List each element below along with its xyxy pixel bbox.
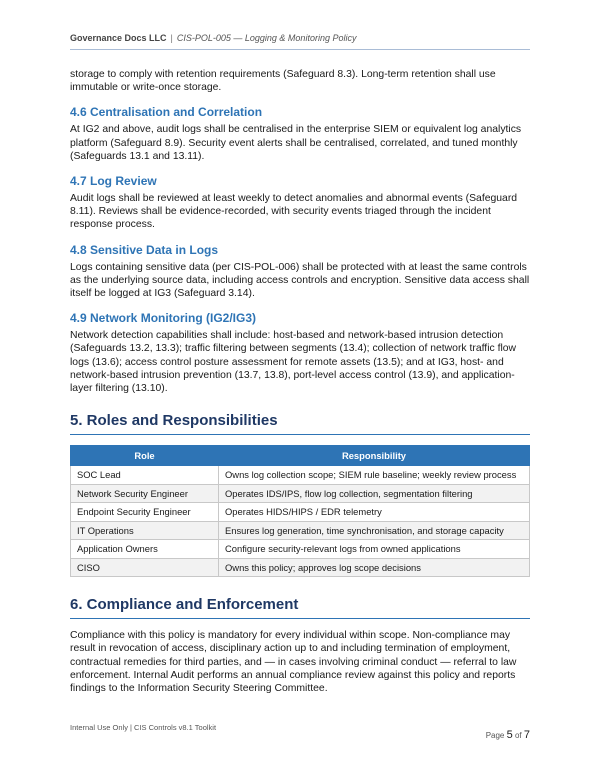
- table-row: [71, 484, 530, 503]
- section-4-9-heading: 4.9 Network Monitoring (IG2/IG3): [70, 311, 257, 326]
- table-row: [71, 521, 530, 540]
- table-cell-responsibility: Configure security-relevant logs from owned applications: [219, 540, 530, 559]
- page-current: 5: [506, 729, 513, 741]
- table-cell-responsibility: Operates IDS/IPS, flow log collection, segmentation filtering: [219, 484, 530, 503]
- section-4-8-heading: 4.8 Sensitive Data in Logs: [70, 242, 219, 257]
- table-header-row: [71, 446, 530, 466]
- page-number: [486, 729, 530, 741]
- section-4-7-body: Audit logs shall be reviewed at least weekly to detect anomalies and abnormal events (Safeguard 8.11). Reviews shall be evidence-recorded, with security events triaged through the incident response process.: [70, 193, 518, 231]
- table-cell-responsibility: Operates HIDS/HIPS / EDR telemetry: [219, 503, 530, 522]
- section-4-6-heading: 4.6 Centralisation and Correlation: [70, 105, 263, 120]
- section-4-7-heading: 4.7 Log Review: [70, 174, 157, 189]
- intro-paragraph: storage to comply with retention requirements (Safeguard 8.3). Long-term retention shall use immutable or write-once storage.: [70, 69, 496, 94]
- page-total: 7: [523, 729, 530, 741]
- table-cell-role: Endpoint Security Engineer: [71, 503, 219, 522]
- table-cell-role: Network Security Engineer: [71, 484, 219, 503]
- table-row: [71, 540, 530, 559]
- table-header-role: Role: [71, 446, 219, 466]
- table-cell-role: SOC Lead: [71, 466, 219, 485]
- table-cell-responsibility: Ensures log generation, time synchronisation, and storage capacity: [219, 521, 530, 540]
- roles-table: [70, 445, 530, 577]
- table-row: [71, 466, 530, 485]
- table-cell-role: IT Operations: [71, 521, 219, 540]
- roles-heading: 5. Roles and Responsibilities: [70, 411, 530, 435]
- section-4-6-body: At IG2 and above, audit logs shall be centralised in the enterprise SIEM or equivalent log analytics platform (Safeguard 8.9). Security event alerts shall be centralised, correlated, and tuned monthly (Safeguards 13.1 and 13.11).: [70, 124, 522, 162]
- header-doc-title: CIS-POL-005 — Logging & Monitoring Policy: [176, 33, 357, 43]
- table-row: [71, 503, 530, 522]
- footer-left: Internal Use Only | CIS Controls v8.1 Toolkit: [70, 723, 217, 732]
- compliance-body: Compliance with this policy is mandatory for every individual within scope. Non-compliance may result in revocation of access, disciplinary action up to and including termination of employment, contractual remedies for third parties, and — in cases involving criminal conduct — referral to law enforcement. Internal Audit performs an annual compliance review against this policy and reports findings to the Information Security Steering Committee.: [70, 630, 517, 695]
- section-4-8-body: Logs containing sensitive data (per CIS-POL-006) shall be protected with at least the same controls as the underlying source data, including access controls and encryption. Sensitive data access shall itself be logged at IG3 (Safeguard 3.14).: [70, 261, 530, 300]
- table-cell-responsibility: Owns log collection scope; SIEM rule baseline; weekly review process: [219, 466, 530, 485]
- compliance-heading: 6. Compliance and Enforcement: [70, 595, 530, 619]
- page-of: of: [514, 731, 522, 740]
- section-4-9-body: Network detection capabilities shall include: host-based and network-based intrusion detection (Safeguards 13.2, 13.3); traffic filtering between segments (13.4); collection of network traffic flow logs (13.6); access control posture assessment for remote assets (13.5); and at IG3, host- and network-based intrusion prevention (13.7, 13.8), port-level access control (13.9), and application-layer filtering (13.10).: [70, 330, 517, 395]
- header-org: Governance Docs LLC: [70, 33, 167, 43]
- table-row: [71, 558, 530, 577]
- header-separator: |: [170, 33, 173, 43]
- page-label: Page: [485, 731, 505, 740]
- table-cell-role: CISO: [71, 558, 219, 577]
- page-content: [70, 68, 530, 695]
- page-header: [70, 33, 530, 50]
- table-header-responsibility: Responsibility: [219, 446, 530, 466]
- table-cell-role: Application Owners: [71, 540, 219, 559]
- table-cell-responsibility: Owns this policy; approves log scope decisions: [219, 558, 530, 577]
